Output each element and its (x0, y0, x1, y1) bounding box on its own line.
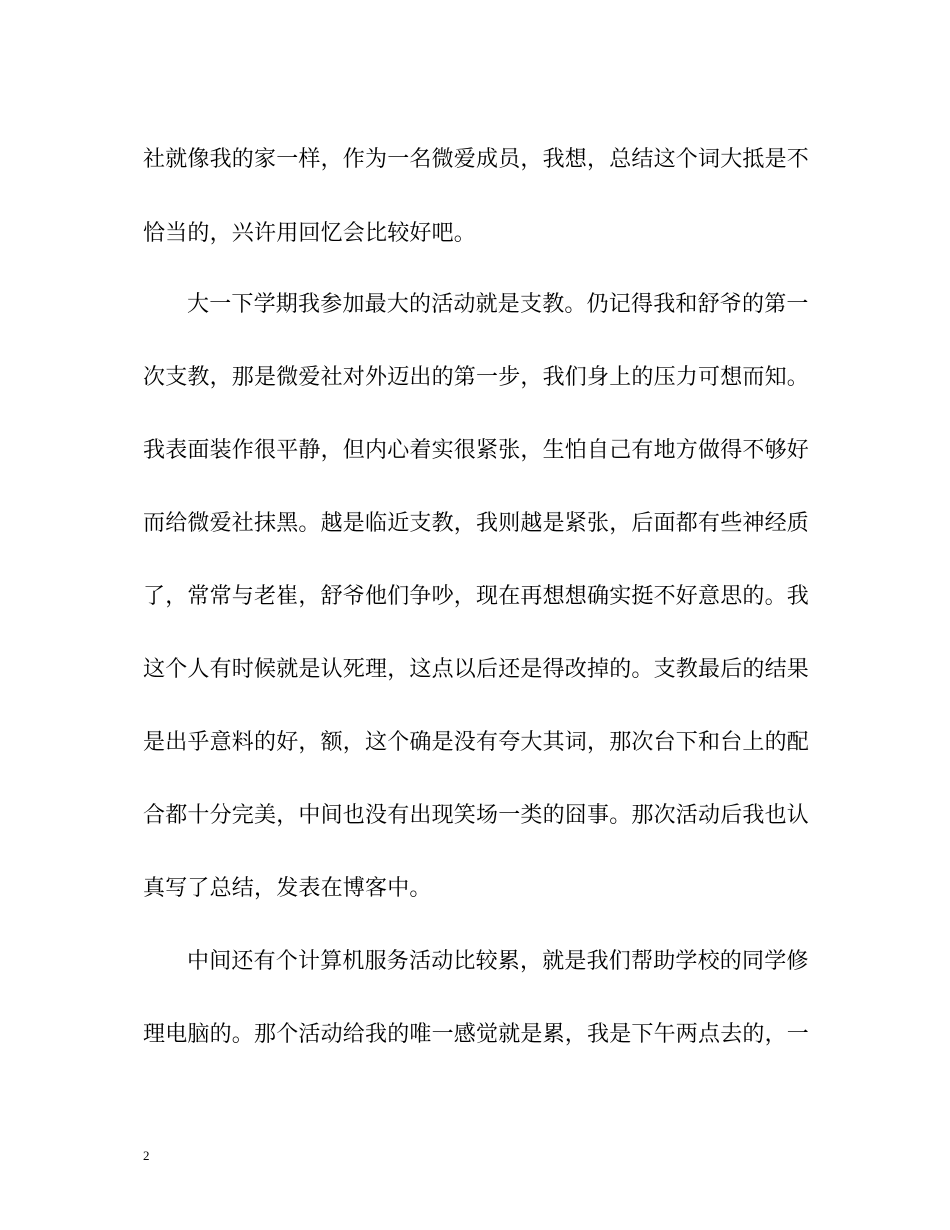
text-line-7: 了，常常与老崔，舒爷他们争吵，现在再想想确实挺不好意思的。我 (143, 584, 810, 609)
text-line-11: 真写了总结，发表在博客中。 (143, 876, 432, 901)
text-line-10: 合都十分完美，中间也没有出现笑场一类的囧事。那次活动后我也认 (143, 803, 810, 828)
text-line-12: 中间还有个计算机服务活动比较累，就是我们帮助学校的同学修 (187, 949, 809, 974)
text-line-1: 社就像我的家一样，作为一名微爱成员，我想，总结这个词大抵是不 (143, 147, 810, 172)
text-line-2: 恰当的，兴许用回忆会比较好吧。 (143, 221, 477, 246)
text-line-3: 大一下学期我参加最大的活动就是支教。仍记得我和舒爷的第一 (187, 292, 809, 317)
page-number: 2 (143, 1148, 150, 1163)
text-line-6: 而给微爱社抹黑。越是临近支教，我则越是紧张，后面都有些神经质 (143, 511, 810, 536)
text-line-8: 这个人有时候就是认死理，这点以后还是得改掉的。支教最后的结果 (143, 657, 810, 682)
text-line-5: 我表面装作很平静，但内心着实很紧张，生怕自己有地方做得不够好 (143, 438, 810, 463)
text-line-13: 理电脑的。那个活动给我的唯一感觉就是累，我是下午两点去的，一 (143, 1022, 810, 1047)
text-line-4: 次支教，那是微爱社对外迈出的第一步，我们身上的压力可想而知。 (143, 365, 810, 390)
text-line-9: 是出乎意料的好，额，这个确是没有夸大其词，那次台下和台上的配 (143, 730, 810, 755)
